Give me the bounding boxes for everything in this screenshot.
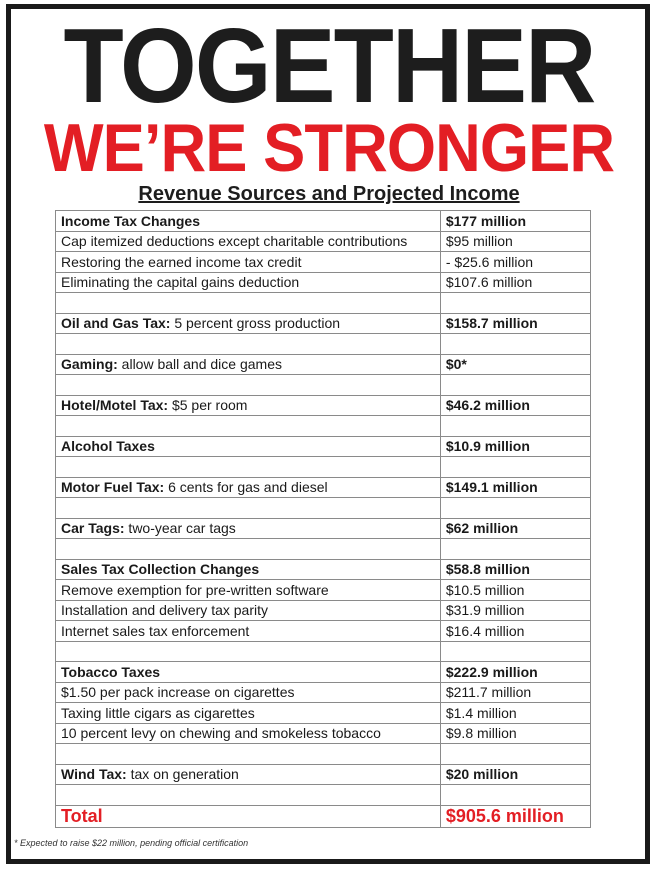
row-description bbox=[56, 518, 441, 539]
row-amount: $107.6 million bbox=[440, 272, 590, 293]
row-detail-text: $1.50 per pack increase on cigarettes bbox=[61, 684, 295, 701]
row-description bbox=[56, 580, 441, 601]
row-amount bbox=[440, 416, 590, 437]
table-row bbox=[56, 744, 591, 765]
row-description bbox=[56, 416, 441, 437]
row-description bbox=[56, 764, 441, 785]
table-row bbox=[56, 621, 591, 642]
row-amount: $177 million bbox=[440, 211, 590, 232]
row-amount: $9.8 million bbox=[440, 723, 590, 744]
row-description bbox=[56, 682, 441, 703]
row-description bbox=[56, 395, 441, 416]
row-description bbox=[56, 600, 441, 621]
row-amount: $211.7 million bbox=[440, 682, 590, 703]
row-category-label: Hotel/Motel Tax: bbox=[61, 397, 169, 414]
table-row bbox=[56, 785, 591, 806]
row-description bbox=[56, 723, 441, 744]
row-amount: $46.2 million bbox=[440, 395, 590, 416]
table-row bbox=[56, 580, 591, 601]
row-detail-text: 6 cents for gas and diesel bbox=[164, 479, 328, 496]
row-description bbox=[56, 559, 441, 580]
table-row bbox=[56, 293, 591, 314]
row-category-label: Oil and Gas Tax: bbox=[61, 315, 171, 332]
table-row bbox=[56, 313, 591, 334]
table-row bbox=[56, 641, 591, 662]
row-detail-text: 10 percent levy on chewing and smokeless tobacco bbox=[61, 725, 381, 742]
row-detail-text: Taxing little cigars as cigarettes bbox=[61, 704, 255, 721]
table-row bbox=[56, 252, 591, 273]
row-category-label: Wind Tax: bbox=[61, 766, 127, 783]
headline-stronger: WE’RE STRONGER bbox=[43, 110, 615, 186]
table-row bbox=[56, 559, 591, 580]
row-category-label: Motor Fuel Tax: bbox=[61, 479, 165, 496]
row-category-label: Tobacco Taxes bbox=[61, 663, 161, 680]
row-amount: $0* bbox=[440, 354, 590, 375]
row-amount: $31.9 million bbox=[440, 600, 590, 621]
total-amount: $905.6 million bbox=[440, 805, 590, 827]
table-row bbox=[56, 416, 591, 437]
headline-together: TOGETHER bbox=[63, 7, 595, 125]
row-amount: $10.9 million bbox=[440, 436, 590, 457]
row-amount: $158.7 million bbox=[440, 313, 590, 334]
footnote: * Expected to raise $22 million, pending official certification bbox=[14, 838, 249, 848]
row-description bbox=[56, 272, 441, 293]
row-description bbox=[56, 744, 441, 765]
row-category-label: Alcohol Taxes bbox=[61, 438, 155, 455]
row-description bbox=[56, 436, 441, 457]
row-description bbox=[56, 252, 441, 273]
row-amount bbox=[440, 375, 590, 396]
row-amount: $62 million bbox=[440, 518, 590, 539]
row-description bbox=[56, 211, 441, 232]
row-detail-text: Internet sales tax enforcement bbox=[61, 622, 250, 639]
row-description bbox=[56, 703, 441, 724]
row-amount: $16.4 million bbox=[440, 621, 590, 642]
row-amount: $1.4 million bbox=[440, 703, 590, 724]
table-row bbox=[56, 457, 591, 478]
row-description bbox=[56, 313, 441, 334]
row-description bbox=[56, 457, 441, 478]
row-amount bbox=[440, 539, 590, 560]
row-category-label: Income Tax Changes bbox=[61, 212, 201, 229]
total-row bbox=[56, 805, 591, 827]
row-description bbox=[56, 785, 441, 806]
row-detail-text: two-year car tags bbox=[124, 520, 236, 537]
row-amount: $95 million bbox=[440, 231, 590, 252]
row-description bbox=[56, 375, 441, 396]
table-row bbox=[56, 662, 591, 683]
row-amount bbox=[440, 744, 590, 765]
row-detail-text: Installation and delivery tax parity bbox=[61, 602, 268, 619]
table-row bbox=[56, 334, 591, 355]
row-amount: $149.1 million bbox=[440, 477, 590, 498]
row-description bbox=[56, 334, 441, 355]
row-description bbox=[56, 539, 441, 560]
row-description bbox=[56, 641, 441, 662]
row-detail-text: Remove exemption for pre-written software bbox=[61, 581, 329, 598]
row-detail-text: Restoring the earned income tax credit bbox=[61, 253, 302, 270]
row-description bbox=[56, 477, 441, 498]
row-description bbox=[56, 354, 441, 375]
row-description bbox=[56, 498, 441, 519]
table-row bbox=[56, 272, 591, 293]
row-amount bbox=[440, 785, 590, 806]
row-amount bbox=[440, 334, 590, 355]
row-description bbox=[56, 621, 441, 642]
row-amount: $222.9 million bbox=[440, 662, 590, 683]
row-detail-text: 5 percent gross production bbox=[170, 315, 341, 332]
row-amount: $20 million bbox=[440, 764, 590, 785]
table-title: Revenue Sources and Projected Income bbox=[138, 183, 520, 205]
row-amount: $10.5 million bbox=[440, 580, 590, 601]
table-row bbox=[56, 764, 591, 785]
table-row bbox=[56, 354, 591, 375]
row-detail-text: Cap itemized deductions except charitable contributions bbox=[61, 233, 408, 250]
table-row bbox=[56, 703, 591, 724]
row-amount bbox=[440, 641, 590, 662]
row-amount bbox=[440, 498, 590, 519]
row-category-label: Gaming: bbox=[61, 356, 118, 373]
table-row bbox=[56, 436, 591, 457]
row-amount: - $25.6 million bbox=[440, 252, 590, 273]
table-row bbox=[56, 600, 591, 621]
table-row bbox=[56, 395, 591, 416]
row-detail-text: allow ball and dice games bbox=[117, 356, 282, 373]
table-row bbox=[56, 539, 591, 560]
row-amount bbox=[440, 457, 590, 478]
table-row bbox=[56, 682, 591, 703]
row-category-label: Car Tags: bbox=[61, 520, 125, 537]
row-description bbox=[56, 231, 441, 252]
table-row bbox=[56, 477, 591, 498]
table-row bbox=[56, 375, 591, 396]
row-detail-text: Eliminating the capital gains deduction bbox=[61, 274, 300, 291]
table-row bbox=[56, 211, 591, 232]
table-row bbox=[56, 723, 591, 744]
row-description bbox=[56, 662, 441, 683]
revenue-table bbox=[55, 210, 591, 828]
table-row bbox=[56, 518, 591, 539]
row-detail-text: tax on generation bbox=[126, 766, 239, 783]
table-row bbox=[56, 231, 591, 252]
row-category-label: Sales Tax Collection Changes bbox=[61, 561, 260, 578]
row-detail-text: $5 per room bbox=[168, 397, 248, 414]
row-amount: $58.8 million bbox=[440, 559, 590, 580]
row-amount bbox=[440, 293, 590, 314]
total-label: Total bbox=[56, 805, 441, 827]
table-row bbox=[56, 498, 591, 519]
row-description bbox=[56, 293, 441, 314]
